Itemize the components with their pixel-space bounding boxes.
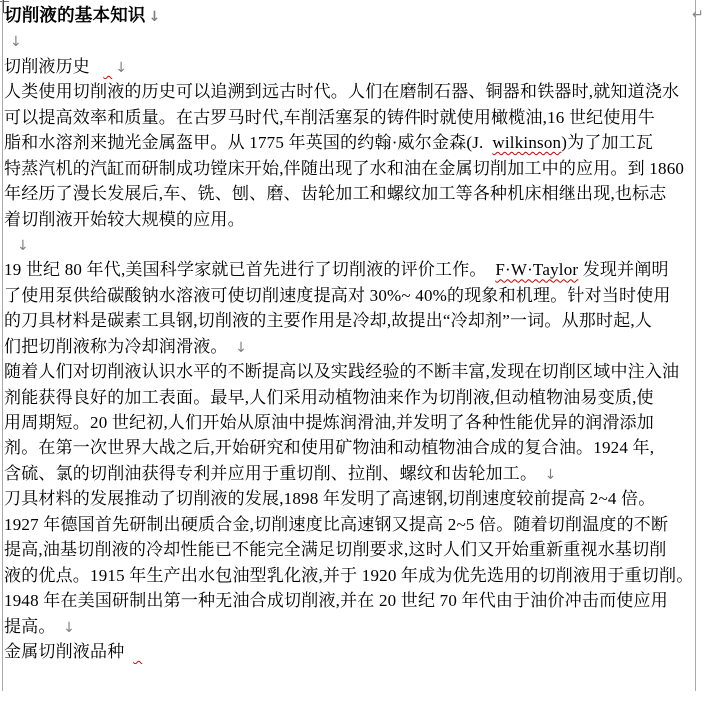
- text-line[interactable]: [4, 283, 702, 308]
- document-page[interactable]: [4, 3, 702, 664]
- text-run: 的刀具材料是碳素工具钢,切削液的主要作用是冷却,故提出“冷却剂”一词。从那时起,人: [4, 311, 653, 331]
- text-run: 用周期短。20 世纪初,人们开始从原油中提炼润滑油,并发明了各种性能优异的润滑添加: [4, 413, 654, 432]
- text-line[interactable]: [4, 385, 702, 410]
- line-break-mark-icon: ↓: [544, 466, 557, 483]
- line-break-mark-icon: ↓: [10, 34, 22, 51]
- spellcheck-underline: wilkinson: [492, 133, 562, 153]
- line-break-mark-icon: ↓: [235, 339, 247, 356]
- text-line[interactable]: [4, 257, 702, 282]
- text-line[interactable]: [4, 512, 702, 537]
- text-line[interactable]: [4, 563, 702, 588]
- document-title[interactable]: [4, 3, 702, 28]
- text-run: 特蒸汽机的汽缸而研制成功镗床开始,伴随出现了水和油在金属切削加工中的应用。到 1860: [4, 158, 685, 178]
- text-run: 剂能获得良好的加工表面。最早,人们采用动植物油来作为切削液,但动植物油易变质,使: [4, 387, 654, 407]
- text-run: 含硫、氯的切削油获得专利并应用于重切削、拉削、螺纹和齿轮加工。: [4, 463, 542, 483]
- text-run: 年经历了漫长发展后,车、铣、刨、磨、齿轮加工和螺纹加工等各种机床相继出现,也标志: [4, 184, 667, 204]
- line-break-mark-icon: ↓: [148, 9, 161, 25]
- text-run: )为了加工瓦: [561, 133, 654, 153]
- text-run: 可以提高效率和质量。在古罗马时代,车削活塞泵的铸件: [4, 107, 422, 127]
- spellcheck-underline: [133, 642, 142, 661]
- text-line[interactable]: [4, 156, 702, 181]
- text-run: 切削液的基本知识: [4, 5, 146, 25]
- text-run: 随着人们对切削液认识水平的不断提高以及实践经验的不断丰富,发现在切削区域中注入油: [4, 362, 680, 382]
- text-run: 提高,油基切削液的冷却性能已不能完全满足切削要求,这时人们又开始重新重视水基切削: [4, 540, 667, 560]
- text-line[interactable]: [4, 639, 702, 664]
- text-line[interactable]: [4, 207, 702, 232]
- text-run: 金属切削液品种: [4, 641, 125, 661]
- text-boundary-left: [2, 0, 3, 691]
- line-break-mark-icon: ↓: [115, 59, 128, 76]
- text-line[interactable]: [4, 79, 702, 104]
- text-line[interactable]: [4, 588, 702, 613]
- spellcheck-underline: F·W·Taylor: [495, 260, 579, 280]
- text-line[interactable]: [4, 435, 702, 460]
- text-line[interactable]: [4, 308, 702, 333]
- text-run: 19 世纪 80 年代,美国科学家就已首先进行了切削液的评价工作。: [4, 260, 496, 280]
- text-run: 液的优点。1915 年生产出水包油型乳化液,并于 1920 年成为优先选用的切削液用于重切削。: [4, 565, 694, 585]
- text-run: 1948 年在美国研制出第一种无油合成切削液,并在 20 世纪 70 年代由于油价冲击而使应用: [4, 591, 668, 611]
- text-line[interactable]: [4, 54, 702, 79]
- text-line[interactable]: [4, 461, 702, 486]
- text-line[interactable]: [4, 410, 702, 435]
- text-run: [124, 642, 133, 661]
- text-run: 发现并阐明: [578, 260, 669, 280]
- text-run: 们把切削液称为冷却润滑液。: [4, 336, 233, 356]
- text-run: 着切削液开始较大规模的应用。: [4, 209, 245, 229]
- text-run: 提高。: [4, 616, 61, 636]
- text-run: 切削液历史: [4, 56, 90, 76]
- text-run: 时就使用橄榄油,16 世纪使用牛: [422, 107, 655, 127]
- text-line[interactable]: [4, 232, 702, 257]
- text-run: 剂。在第一次世界大战之后,开始研究和使用矿物油和动植物油合成的复合油。1924 年,: [4, 438, 655, 458]
- text-line[interactable]: [4, 486, 702, 511]
- text-line[interactable]: [4, 334, 702, 359]
- text-line[interactable]: [4, 181, 702, 206]
- text-line[interactable]: [4, 130, 702, 155]
- text-run: 脂和水溶剂来抛光金属盔甲。从 1775 年英国的约翰·威尔金森(J.: [4, 133, 493, 153]
- text-line[interactable]: [4, 614, 702, 639]
- text-line[interactable]: [4, 359, 702, 384]
- text-run: [90, 57, 103, 76]
- text-line[interactable]: [4, 537, 702, 562]
- text-run: 人类使用切削液的历史可以追溯到远古时代。人们在磨制石器、铜器和铁器时,就知道浇水: [4, 82, 680, 102]
- line-break-mark-icon: ↓: [17, 237, 29, 254]
- paragraph-return-mark-icon: ↵: [692, 7, 704, 23]
- text-line[interactable]: [4, 105, 702, 130]
- text-run: 1927 年德国首先研制出硬质合金,切削速度比高速钢又提高 2~5 倍。随着切削温度的不断: [4, 514, 669, 534]
- text-run: 刀具材料的发展推动了切削液的发展,1898 年发明了高速钢,切削速度较前提高 2~4 倍。: [4, 489, 656, 509]
- spellcheck-underline: [103, 57, 112, 76]
- line-break-mark-icon: ↓: [63, 619, 75, 636]
- text-run: 了使用泵供给碳酸钠水溶液可使切削速度提高对 30%~ 40%的现象和机理。针对当时使用: [4, 285, 671, 305]
- text-line[interactable]: [4, 28, 702, 53]
